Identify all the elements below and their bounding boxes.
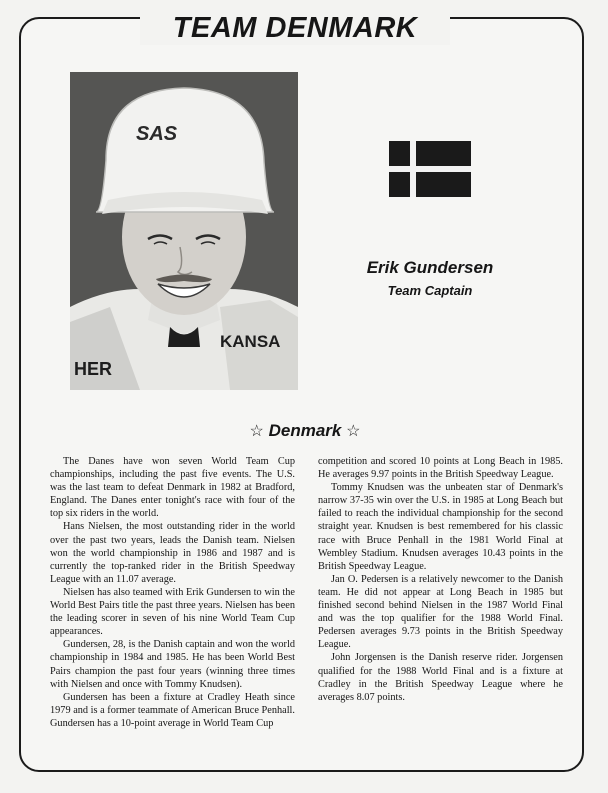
article-column-left: [50, 455, 295, 730]
article-paragraph: The Danes have won seven World Team Cup championships, including the past five events. The U.S. was the last team to defeat Denmark in 1982 at Bradford, England. The Danes enter tonight's race with four of the top six riders in the world.: [50, 456, 295, 520]
section-heading: [180, 421, 430, 441]
rider-role: Team Captain: [387, 283, 473, 298]
rider-portrait-illustration: [70, 72, 298, 390]
star-icon: ☆: [249, 423, 264, 440]
star-icon: ☆: [346, 423, 361, 440]
article-paragraph: Jan O. Pedersen is a relatively newcomer to the Danish team. He did not appear at Long Beach in 1985 but finished second behind Nielsen in the 1987 World Final and was the top qualifier for the 1988 World Final. Pedersen averages 9.73 points in the British Speedway League.: [318, 573, 563, 651]
article-paragraph-continued: competition and scored 10 points at Long Beach in 1985. He averages 9.97 points in the British Speedway League.: [318, 456, 563, 481]
article-paragraph: Tommy Knudsen was the unbeaten star of Denmark's narrow 37-35 win over the U.S. in 1985 at Long Beach but failed to reach the individual championship for the second straight year. Knudsen is best remembered for his classic race with Bruce Penhall in the 1981 World Final at Wembley Stadium. Knudsen averages 10.43 points in the British Speedway League.: [318, 482, 563, 572]
article-paragraph: John Jorgensen is the Danish reserve rider. Jorgensen qualified for the 1988 World Final and is a fixture at Cradley in the British Speedway League where he averages 8.07 points.: [318, 652, 563, 703]
article-column-right: [318, 455, 563, 704]
flag-cross-horizontal: [389, 166, 471, 172]
rider-photo: [70, 72, 298, 390]
page-title: TEAM DENMARK: [140, 11, 450, 45]
article-paragraph: Nielsen has also teamed with Erik Gundersen to win the World Best Pairs title the past three years. Nielsen has been the leading scorer in seven of his nine World Team Cup appearances.: [50, 586, 295, 638]
article-paragraph: Hans Nielsen, the most outstanding rider in the world over the past two years, leads the Danish team. Nielsen won the world championship in 1986 and 1987 and is currently the top-ranked rider in the British Speedway League with an 11.07 average.: [50, 521, 295, 585]
jersey-right-text: KANSA: [220, 332, 281, 351]
danish-flag: [389, 141, 471, 197]
cap-logo-text: SAS: [136, 123, 178, 145]
rider-name: Erik Gundersen: [366, 258, 494, 277]
section-heading-text: Denmark: [268, 421, 342, 440]
jersey-left-text: HER: [74, 359, 113, 379]
article-paragraph: Gundersen has been a fixture at Cradley Heath since 1979 and is a former teammate of American Bruce Penhall. Gundersen has a 10-point average in World Team Cup: [50, 691, 295, 729]
article-paragraph: Gundersen, 28, is the Danish captain and won the world championship in 1984 and 1985. He has been World Best Pairs champion the past four years (winning three times with Nielsen and once with Tommy Knudsen).: [50, 639, 295, 690]
